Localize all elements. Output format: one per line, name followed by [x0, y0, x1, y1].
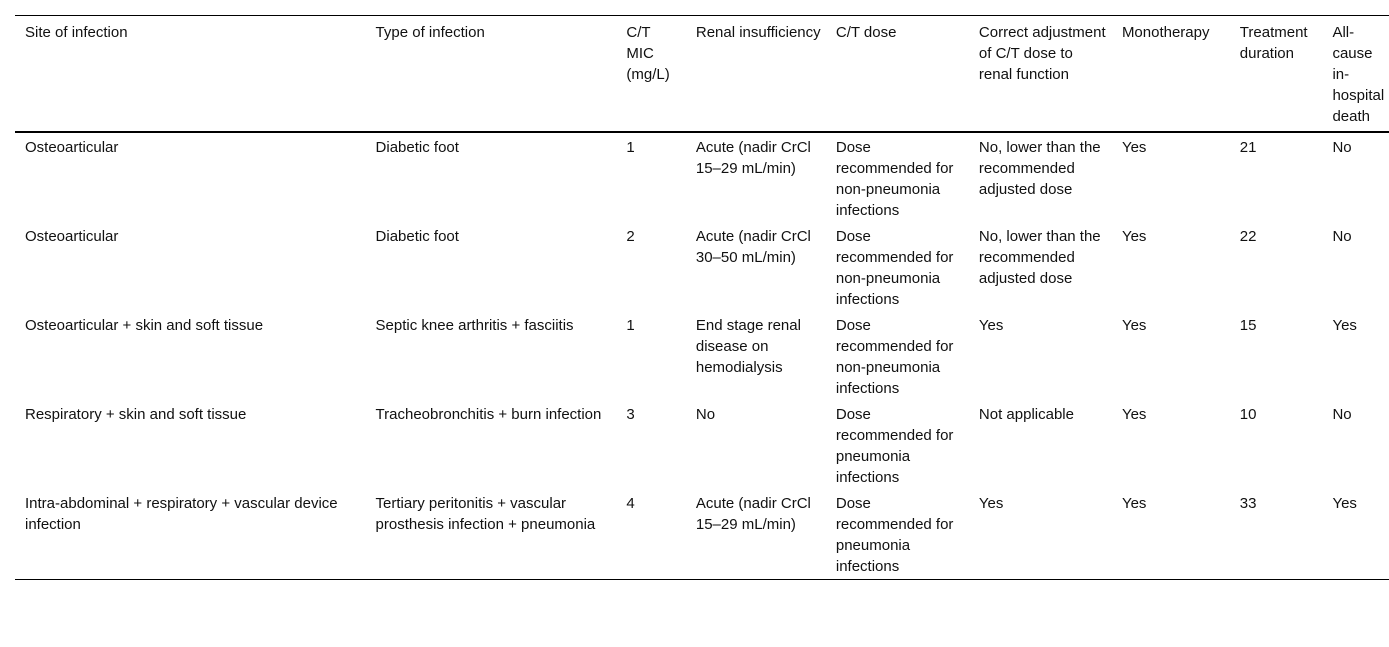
cell-site-of-infection: Osteoarticular — [25, 228, 119, 245]
cell-monotherapy: Yes — [1121, 139, 1147, 156]
cell-site-of-infection: Osteoarticular — [25, 139, 119, 156]
cell-ct-mic: 1 — [626, 317, 635, 334]
cell-treatment-duration: 22 — [1239, 228, 1257, 245]
cell-type-of-infection: Tracheobronchitis + burn infection — [375, 406, 602, 423]
cell-ct-dose: Dose recommended for pneumonia infections — [835, 406, 954, 486]
cell-treatment-duration: 15 — [1239, 317, 1257, 334]
cell-treatment-duration: 10 — [1239, 406, 1257, 423]
cell-type-of-infection: Septic knee arthritis + fasciitis — [375, 317, 574, 334]
cell-all-cause-death: No — [1332, 228, 1352, 245]
header-monotherapy: Monotherapy — [1121, 24, 1210, 41]
cell-site-of-infection: Intra-abdominal + respiratory + vascular device infection — [25, 495, 338, 533]
header-ct-mic: C/T MIC (mg/L) — [626, 24, 670, 83]
cell-monotherapy: Yes — [1121, 228, 1147, 245]
cell-ct-dose: Dose recommended for pneumonia infections — [835, 495, 954, 575]
header-type-of-infection: Type of infection — [375, 24, 485, 41]
cell-ct-mic: 4 — [626, 495, 635, 512]
cell-renal-insufficiency: Acute (nadir CrCl 30–50 mL/min) — [695, 228, 811, 266]
cell-all-cause-death: No — [1332, 406, 1352, 423]
table-row — [15, 132, 1389, 223]
cell-ct-dose: Dose recommended for non-pneumonia infections — [835, 228, 954, 308]
header-all-cause-death: All-cause in-hospital death — [1332, 24, 1385, 125]
header-site-of-infection: Site of infection — [25, 24, 128, 41]
cell-ct-mic: 3 — [626, 406, 635, 423]
table-row — [15, 401, 1389, 490]
data-table — [15, 15, 1389, 580]
header-treatment-duration: Treatment duration — [1239, 24, 1308, 62]
cell-renal-insufficiency: No — [695, 406, 716, 423]
table-body — [15, 132, 1389, 580]
table-row — [15, 312, 1389, 401]
cell-monotherapy: Yes — [1121, 317, 1147, 334]
cell-correct-adjustment: No, lower than the recommended adjusted dose — [978, 228, 1101, 287]
cell-type-of-infection: Tertiary peritonitis + vascular prosthesis infection + pneumonia — [375, 495, 596, 533]
cell-site-of-infection: Respiratory + skin and soft tissue — [25, 406, 247, 423]
cell-type-of-infection: Diabetic foot — [375, 228, 459, 245]
cell-correct-adjustment: No, lower than the recommended adjusted dose — [978, 139, 1101, 198]
table-row — [15, 223, 1389, 312]
cell-correct-adjustment: Not applicable — [978, 406, 1074, 423]
cell-all-cause-death: Yes — [1332, 317, 1357, 334]
cell-correct-adjustment: Yes — [978, 317, 1004, 334]
cell-ct-mic: 2 — [626, 228, 635, 245]
cell-monotherapy: Yes — [1121, 495, 1147, 512]
cell-renal-insufficiency: End stage renal disease on hemodialysis — [695, 317, 801, 376]
cell-renal-insufficiency: Acute (nadir CrCl 15–29 mL/min) — [695, 495, 811, 533]
cell-all-cause-death: No — [1332, 139, 1352, 156]
cell-site-of-infection: Osteoarticular + skin and soft tissue — [25, 317, 264, 334]
cell-treatment-duration: 21 — [1239, 139, 1257, 156]
header-renal-insufficiency: Renal insufficiency — [695, 24, 821, 41]
header-correct-adjustment: Correct adjustment of C/T dose to renal function — [978, 24, 1106, 83]
table-row — [15, 490, 1389, 580]
cell-renal-insufficiency: Acute (nadir CrCl 15–29 mL/min) — [695, 139, 811, 177]
cell-correct-adjustment: Yes — [978, 495, 1004, 512]
header-row — [15, 16, 1389, 133]
cell-monotherapy: Yes — [1121, 406, 1147, 423]
cell-all-cause-death: Yes — [1332, 495, 1357, 512]
header-ct-dose: C/T dose — [835, 24, 897, 41]
cell-ct-dose: Dose recommended for non-pneumonia infections — [835, 317, 954, 397]
table-header — [15, 16, 1389, 133]
cell-treatment-duration: 33 — [1239, 495, 1257, 512]
cell-type-of-infection: Diabetic foot — [375, 139, 459, 156]
cell-ct-mic: 1 — [626, 139, 635, 156]
table-container — [15, 15, 1389, 580]
cell-ct-dose: Dose recommended for non-pneumonia infections — [835, 139, 954, 219]
